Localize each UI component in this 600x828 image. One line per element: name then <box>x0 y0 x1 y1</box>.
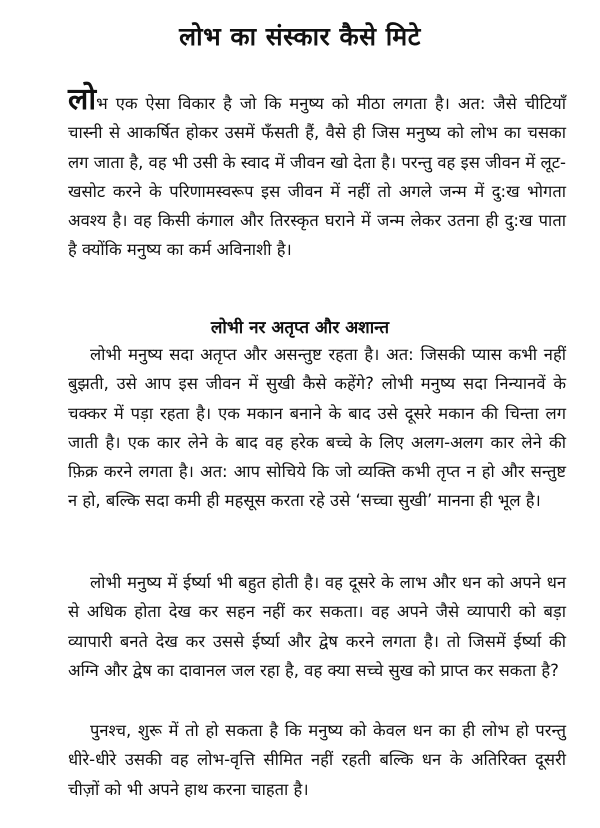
chapter-title: लोभ का संस्कार कैसे मिटे <box>179 22 421 51</box>
section-subheading: लोभी नर अतृप्त और अशान्त <box>210 318 390 338</box>
drop-cap: लो <box>68 82 97 117</box>
body-paragraph: पुनश्च, शुरू में तो हो सकता है कि मनुष्य को केवल धन का ही लोभ हो परन्तु धीरे-धीरे उसकी वह लोभ-वृत्ति सीमित नहीं रहती बल्कि धन के अतिरिक्त दूसरी चीज़ों को भी अपने हाथ करना चाहता है। <box>68 721 566 799</box>
intro-paragraph <box>68 82 566 265</box>
body-paragraph: लोभी मनुष्य में ईर्ष्या भी बहुत होती है। वह दूसरे के लाभ और धन को अपने धन से अधिक होता देख कर सहन नहीं कर सकता। वह अपने जैसे व्यापारी को बड़ा व्यापारी बनते देख कर उससे ईर्ष्या और द्वेष करने लगता है। तो जिसमें ईर्ष्या की अग्नि और द्वेष का दावानल जल रहा है, वह क्या सच्चे सुख को प्राप्त कर सकता है? <box>68 573 566 680</box>
body-paragraph: लोभी मनुष्य सदा अतृप्त और असन्तुष्ट रहता है। अत: जिसकी प्यास कभी नहीं बुझती, उसे आप इस जीवन में सुखी कैसे कहेंगे? लोभी मनुष्य सदा निन्यानवें के चक्कर में पड़ा रहता है। एक मकान बनाने के बाद उसे दूसरे मकान की चिन्ता लग जाती है। एक कार लेने के बाद वह हरेक बच्चे के लिए अलग-अलग कार लेने की फ़िक्र करने लगता है। अत: आप सोचिये कि जो व्यक्ति कभी तृप्त न हो और सन्तुष्ट न हो, बल्कि सदा कमी ही महसूस करता रहे उसे ‘सच्चा सुखी’ मानना ही भूल है। <box>68 345 566 511</box>
intro-text: भ एक ऐसा विकार है जो कि मनुष्य को मीठा लगता है। अत: जैसे चीटियाँ चास्नी से आकर्षित होकर उसमें फँसती हैं, वैसे ही जिस मनुष्य को लोभ का चसका लग जाता है, वह भी उसी के स्वाद में जीवन खो देता है। परन्तु वह इस जीवन में लूट-खसोट करने के परिणामस्वरूप इस जीवन में नहीं तो अगले जन्म में दु:ख भोगता अवश्य है। वह किसी कंगाल और तिरस्कृत घराने में जन्म लेकर उतना ही दु:ख पाता है क्योंकि मनुष्य का कर्म अविनाशी है। <box>68 94 566 260</box>
